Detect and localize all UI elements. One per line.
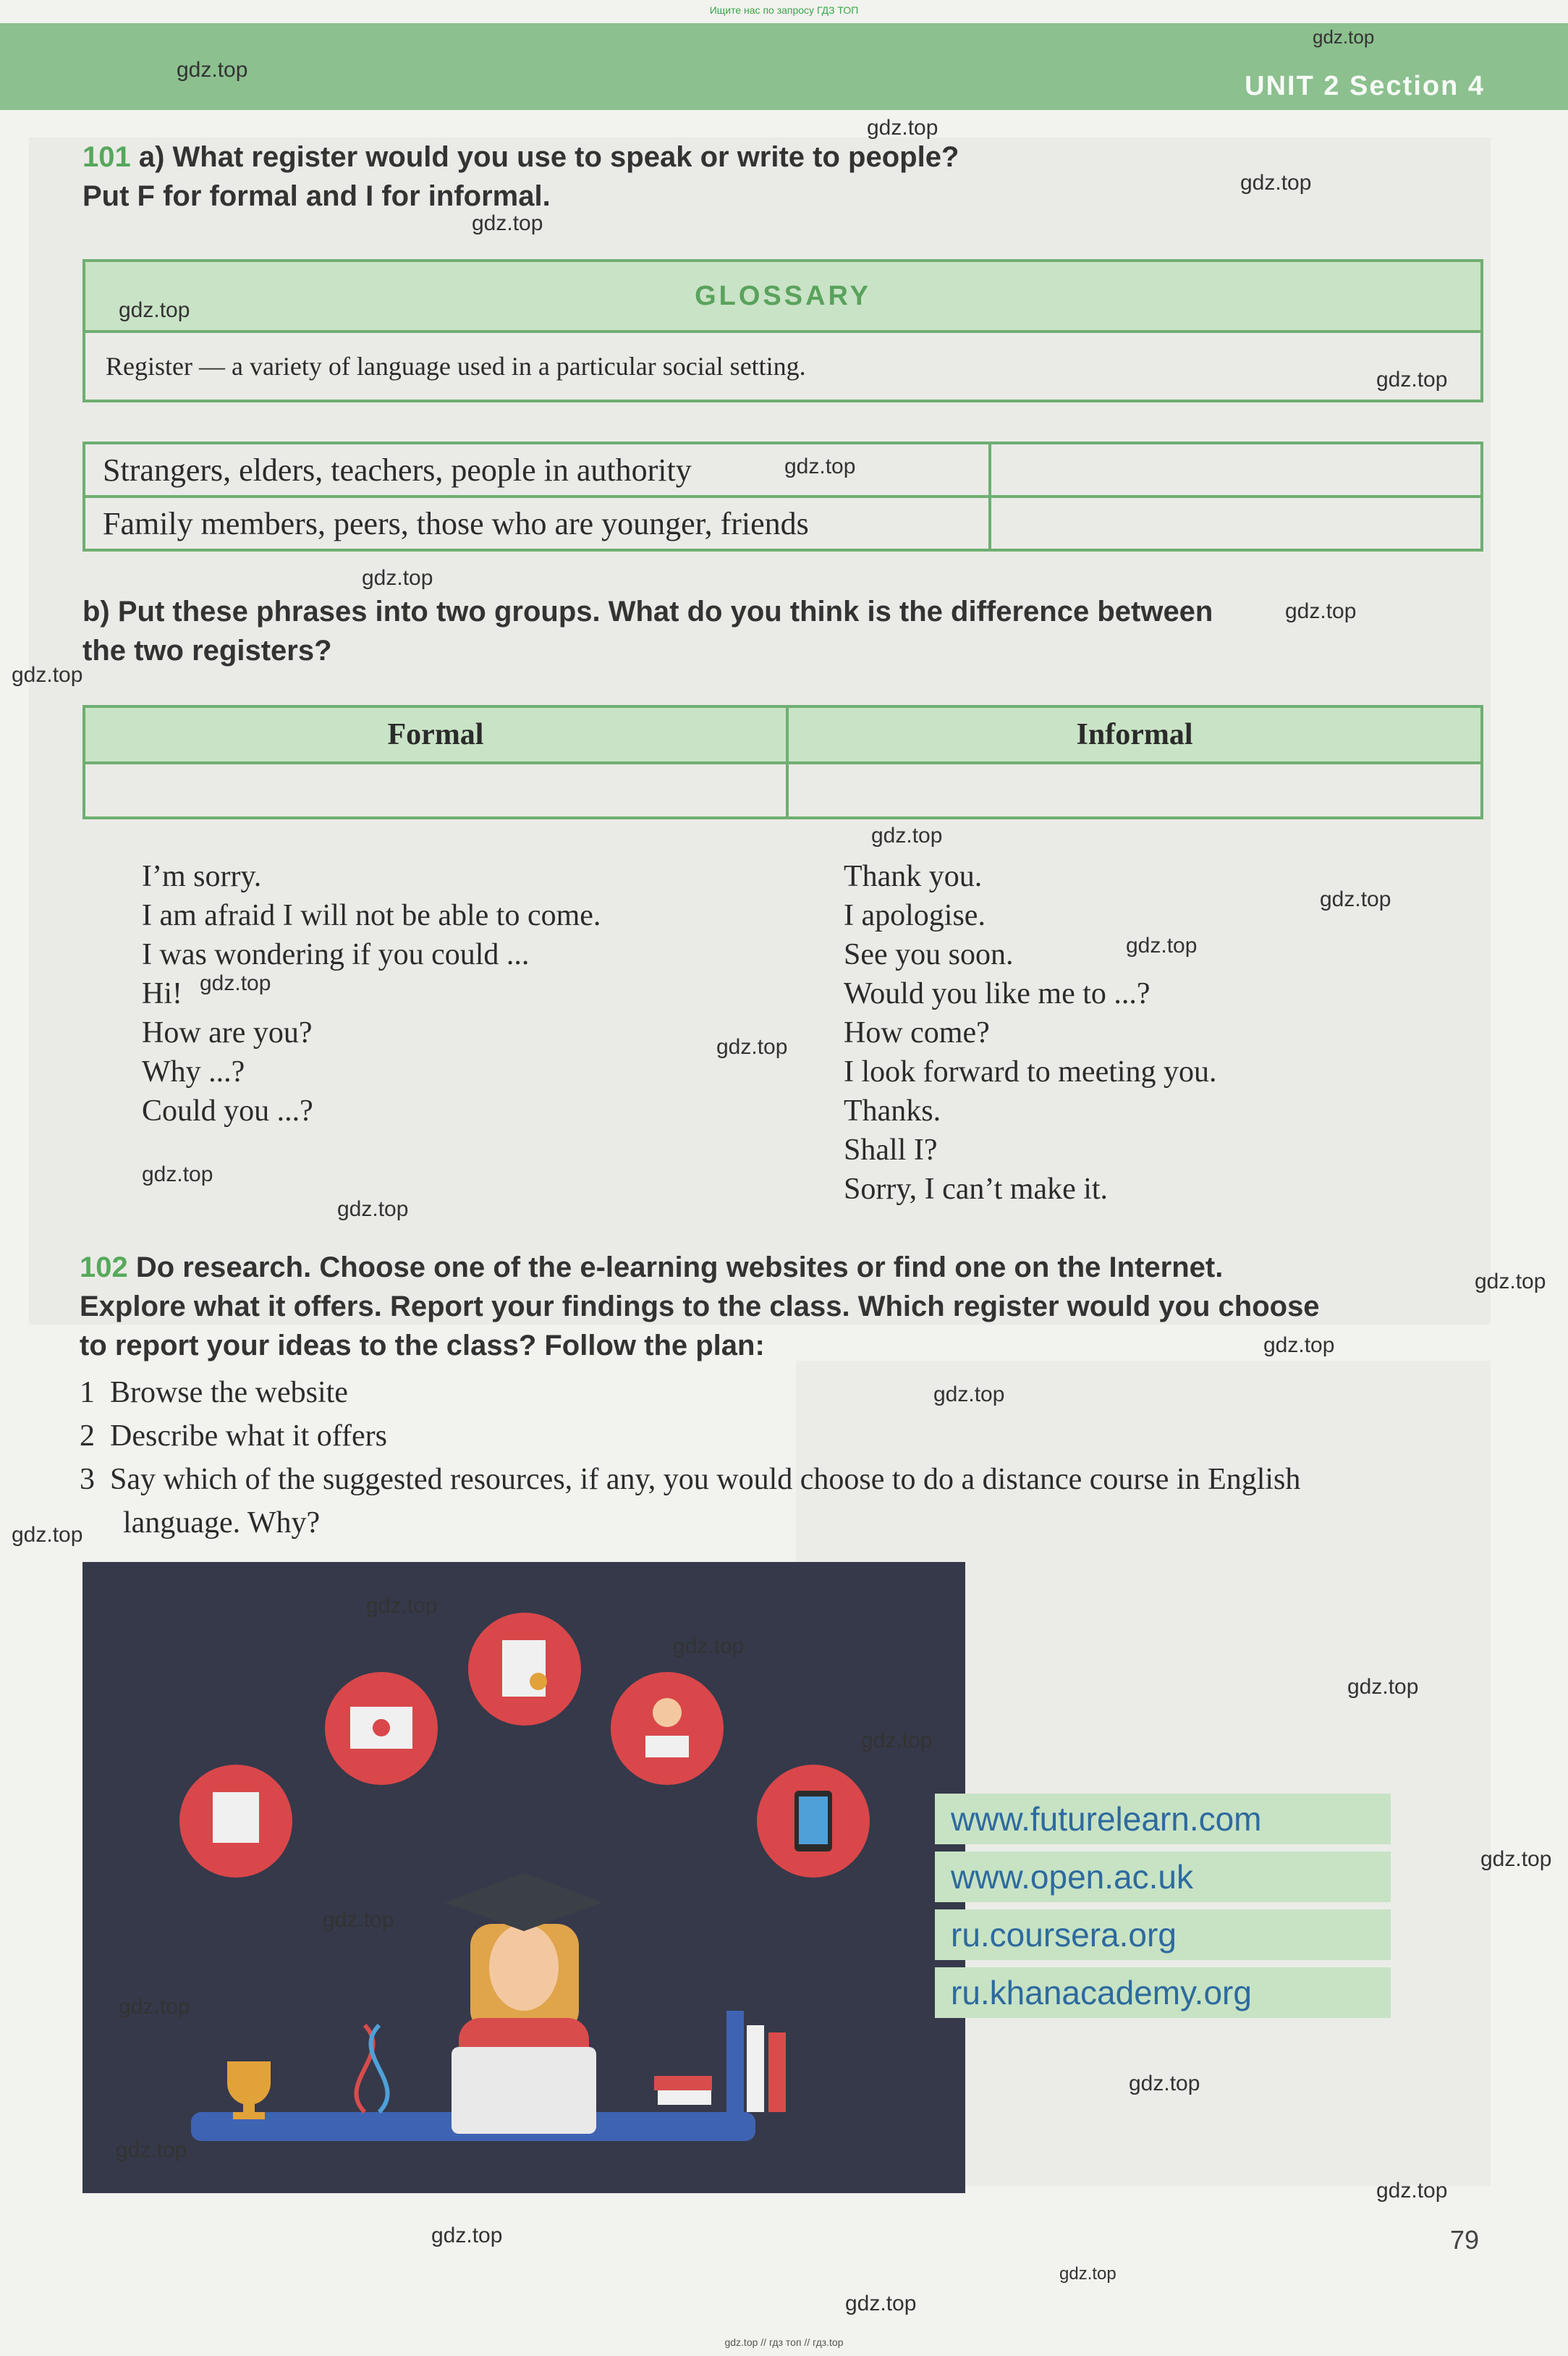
list-item: See you soon. [844, 938, 1014, 971]
register-row-label: Family members, peers, those who are younger, friends [84, 497, 990, 550]
watermark-text: gdz.top [784, 455, 856, 478]
watermark-text: gdz.top [177, 58, 248, 82]
dna-icon [356, 2025, 387, 2112]
watermark-text: gdz.top [323, 1908, 394, 1932]
exercise-102-heading [80, 1248, 1520, 1287]
watermark-text: gdz.top [366, 1594, 438, 1618]
watermark-text: gdz.top [119, 298, 190, 322]
tablet-circle-icon [757, 1765, 870, 1878]
list-item: I was wondering if you could ... [142, 938, 530, 971]
list-item: Shall I? [844, 1133, 938, 1167]
list-item: How are you? [142, 1016, 313, 1050]
plan-item: 1 Browse the website [80, 1376, 348, 1409]
watermark-text: gdz.top [845, 2292, 917, 2315]
list-item: Hi! [142, 977, 182, 1010]
formal-informal-table [82, 705, 1483, 819]
exercise-102-instruction-3: to report your ideas to the class? Follow the plan: [80, 1330, 765, 1361]
list-item: How come? [844, 1016, 990, 1050]
exercise-101-instruction: Put F for formal and I for informal. [82, 180, 551, 212]
part-b-instruction-cont: the two registers? [82, 635, 332, 667]
watermark-text: gdz.top [472, 211, 543, 235]
watermark-text: gdz.top [867, 116, 938, 140]
exercise-101-question: a) What register would you use to speak or write to people? [138, 141, 959, 173]
list-item: Sorry, I can’t make it. [844, 1173, 1109, 1206]
plan-list [80, 1371, 1520, 1545]
url-link[interactable]: www.open.ac.uk [935, 1852, 1391, 1902]
url-link[interactable]: www.futurelearn.com [935, 1794, 1391, 1844]
watermark-text: gdz.top [861, 1728, 933, 1752]
watermark-text: gdz.top [119, 1995, 190, 2019]
list-item: Why ...? [142, 1055, 245, 1089]
plan-item: 2 Describe what it offers [80, 1419, 387, 1453]
watermark-text: gdz.top [1475, 1270, 1546, 1293]
plan-item: 3 Say which of the suggested resources, if any, you would choose to do a distance course in English [80, 1463, 1301, 1496]
watermark-text: gdz.top [1376, 368, 1448, 392]
watermark-text: gdz.top [1059, 2264, 1116, 2284]
watermark-text: gdz.top [1263, 1333, 1335, 1357]
formal-answer-cell[interactable] [84, 763, 787, 818]
watermark-text: gdz.top [1347, 1675, 1419, 1699]
watermark-text: gdz.top [1240, 171, 1312, 195]
part-b-instruction: b) Put these phrases into two groups. What do you think is the difference between [82, 596, 1213, 628]
plan-item-continuation: language. Why? [123, 1506, 321, 1540]
exercise-number: 102 [80, 1251, 128, 1283]
book-circle-icon [179, 1765, 292, 1878]
url-link[interactable]: ru.khanacademy.org [935, 1967, 1391, 2018]
glossary-title: GLOSSARY [84, 261, 1482, 332]
formal-header: Formal [84, 706, 787, 763]
watermark-text: gdz.top [431, 2224, 503, 2247]
url-list [935, 1794, 1391, 2018]
watermark-text: gdz.top [116, 2138, 187, 2162]
watermark-text: gdz.top [871, 824, 943, 848]
exercise-102-instruction-2: Explore what it offers. Report your findings to the class. Which register would you choose [80, 1291, 1320, 1322]
exercise-102-instruction: Do research. Choose one of the e-learning websites or find one on the Internet. [135, 1251, 1224, 1283]
list-item: Would you like me to ...? [844, 977, 1150, 1010]
footer-note: gdz.top // гдз топ // гдз.top [724, 2336, 844, 2348]
top-search-note: Ищите нас по запросу ГДЗ ТОП [709, 4, 859, 16]
elearning-graphic [82, 1562, 965, 2193]
page-number: 79 [1450, 2225, 1480, 2255]
books-icon [654, 2011, 786, 2112]
elearning-illustration [82, 1562, 965, 2193]
watermark-text: gdz.top [337, 1197, 409, 1221]
watermark-text: gdz.top [1126, 934, 1198, 958]
trophy-icon [227, 2061, 271, 2119]
list-item: I’m sorry. [142, 860, 262, 893]
watermark-text: gdz.top [1376, 2179, 1448, 2203]
unit-section-label: UNIT 2 Section 4 [1245, 71, 1485, 101]
register-answer-cell[interactable] [990, 497, 1482, 550]
glossary-box [82, 259, 1483, 402]
register-table [82, 442, 1483, 552]
register-answer-cell[interactable] [990, 443, 1482, 497]
watermark-text: gdz.top [1320, 887, 1391, 911]
list-item: Thank you. [844, 860, 983, 893]
register-row-label: Strangers, elders, teachers, people in authority [84, 443, 990, 497]
informal-answer-cell[interactable] [787, 763, 1482, 818]
informal-header: Informal [787, 706, 1482, 763]
exercise-number: 101 [82, 141, 131, 173]
list-item: I apologise. [844, 899, 986, 932]
watermark-text: gdz.top [1285, 599, 1357, 623]
watermark-text: gdz.top [1129, 2072, 1200, 2095]
glossary-definition: Register — a variety of language used in a particular social setting. [84, 332, 1482, 401]
watermark-text: gdz.top [12, 663, 83, 687]
list-item: I look forward to meeting you. [844, 1055, 1217, 1089]
watermark-text: gdz.top [1480, 1847, 1552, 1871]
list-item: Thanks. [844, 1094, 941, 1128]
video-circle-icon [325, 1672, 438, 1785]
watermark-text: gdz.top [362, 566, 433, 590]
laptop-icon [452, 2047, 596, 2134]
list-item: I am afraid I will not be able to come. [142, 899, 601, 932]
watermark-text: gdz.top [716, 1035, 788, 1059]
url-link[interactable]: ru.coursera.org [935, 1909, 1391, 1960]
watermark-text: gdz.top [142, 1162, 213, 1186]
teacher-circle-icon [611, 1672, 724, 1785]
watermark-text: gdz.top [673, 1634, 745, 1658]
watermark-text: gdz.top [1313, 26, 1375, 48]
watermark-text: gdz.top [200, 971, 271, 995]
list-item: Could you ...? [142, 1094, 313, 1128]
watermark-text: gdz.top [12, 1523, 83, 1547]
certificate-circle-icon [468, 1613, 581, 1726]
watermark-text: gdz.top [933, 1382, 1005, 1406]
